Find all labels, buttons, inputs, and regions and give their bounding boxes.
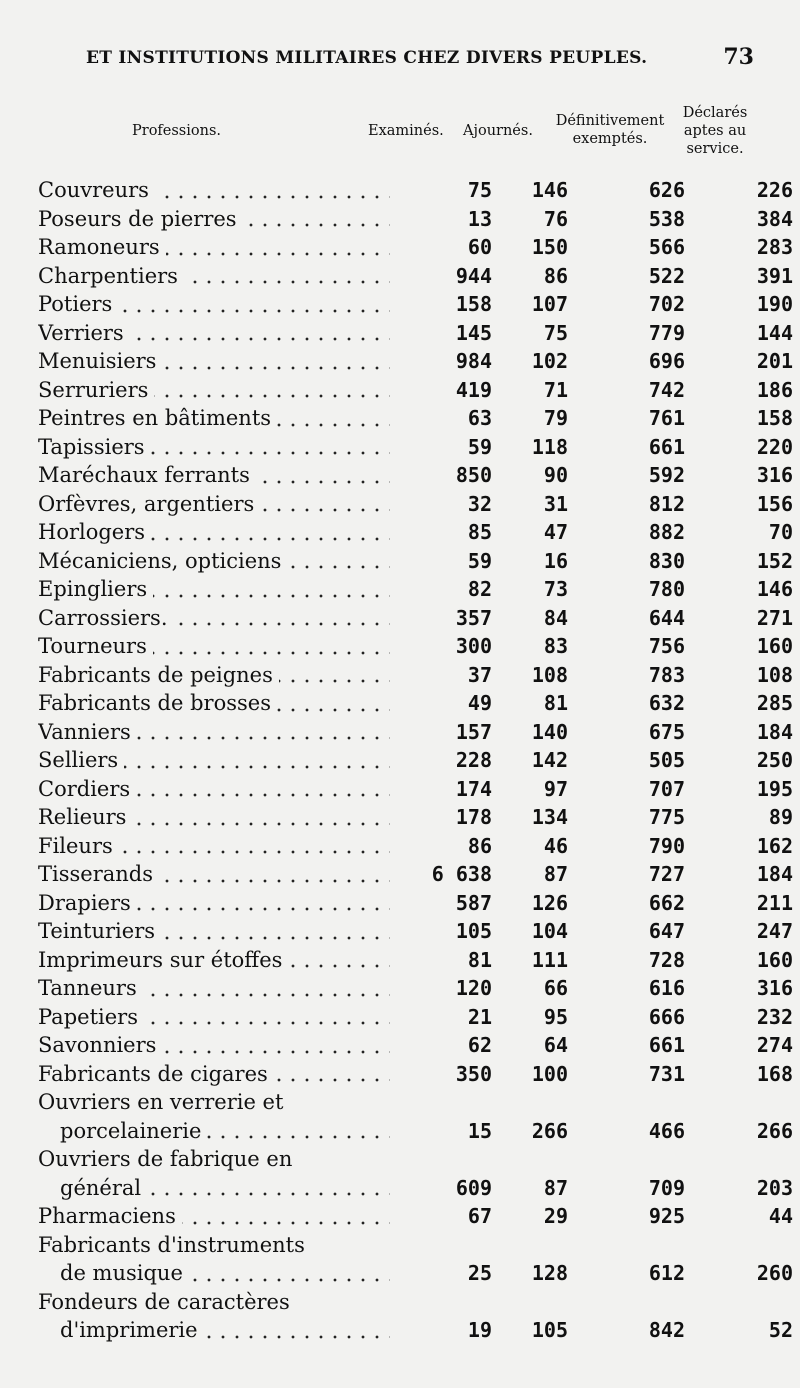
profession-label: Mécaniciens, opticiens <box>38 549 287 573</box>
exemptes-value: 661 <box>648 434 685 459</box>
profession-label: Selliers <box>38 748 124 772</box>
exemptes-value: 842 <box>648 1318 685 1342</box>
ajournes-value: 81 <box>543 691 568 715</box>
col-header-ajournes: Ajournés. <box>463 123 533 139</box>
aptes-value: 316 <box>756 463 793 487</box>
profession-label-line1: Fabricants d'instruments <box>38 1231 390 1260</box>
aptes-value: 190 <box>756 292 793 316</box>
ajournes-value: 66 <box>543 976 568 1000</box>
aptes-value: 285 <box>756 691 793 715</box>
profession-cell <box>38 718 390 747</box>
profession-cell <box>38 547 390 576</box>
table-row <box>38 946 793 975</box>
examines-value: 86 <box>467 833 492 858</box>
exemptes-value: 728 <box>648 947 685 972</box>
ajournes-value: 104 <box>531 919 568 943</box>
profession-cell <box>38 1060 390 1089</box>
profession-cell <box>38 290 390 319</box>
profession-label: Verriers <box>38 321 130 345</box>
profession-cell <box>38 775 390 804</box>
exemptes-value: 632 <box>648 691 685 715</box>
profession-label-line2: général <box>38 1174 147 1203</box>
profession-cell <box>38 404 390 433</box>
statistics-table <box>38 176 793 1345</box>
aptes-value: 184 <box>756 719 793 744</box>
aptes-value: 144 <box>756 320 793 345</box>
profession-cell <box>38 1031 390 1060</box>
exemptes-value: 626 <box>648 178 685 202</box>
profession-label: Drapiers <box>38 891 137 915</box>
table-row <box>38 233 793 262</box>
examines-value: 350 <box>455 1061 492 1086</box>
aptes-value: 44 <box>768 1204 793 1228</box>
profession-label: Ramoneurs <box>38 235 166 259</box>
examines-value: 357 <box>455 605 492 630</box>
ajournes-value: 90 <box>543 463 568 487</box>
examines-value: 59 <box>467 548 492 573</box>
profession-cell <box>38 803 390 832</box>
aptes-value: 89 <box>768 805 793 829</box>
ajournes-value: 128 <box>531 1261 568 1285</box>
profession-label: Carrossiers. <box>38 606 174 630</box>
profession-cell <box>38 262 390 291</box>
aptes-value: 168 <box>756 1061 793 1086</box>
table-row <box>38 176 793 205</box>
aptes-value: 156 <box>756 491 793 516</box>
aptes-value: 274 <box>756 1033 793 1057</box>
aptes-value: 260 <box>756 1261 793 1285</box>
aptes-value: 283 <box>756 235 793 259</box>
ajournes-value: 76 <box>543 206 568 231</box>
ajournes-value: 146 <box>531 178 568 202</box>
aptes-value: 220 <box>756 434 793 459</box>
profession-cell <box>38 917 390 946</box>
ajournes-value: 79 <box>543 406 568 430</box>
table-row <box>38 575 793 604</box>
profession-label: Poseurs de pierres <box>38 207 243 231</box>
examines-value: 944 <box>455 263 492 288</box>
exemptes-value: 830 <box>648 548 685 573</box>
aptes-value: 271 <box>756 605 793 630</box>
exemptes-value: 644 <box>648 605 685 630</box>
table-row <box>38 1031 793 1060</box>
ajournes-value: 97 <box>543 776 568 801</box>
aptes-value: 232 <box>756 1004 793 1029</box>
ajournes-value: 107 <box>531 292 568 316</box>
examines-value: 82 <box>467 577 492 601</box>
table-row <box>38 547 793 576</box>
profession-label-line1: Fondeurs de caractères <box>38 1288 390 1317</box>
ajournes-value: 47 <box>543 520 568 544</box>
exemptes-value: 661 <box>648 1033 685 1057</box>
profession-label: Cordiers <box>38 777 136 801</box>
table-row <box>38 1003 793 1032</box>
ajournes-value: 150 <box>531 235 568 259</box>
table-row <box>38 889 793 918</box>
examines-value: 609 <box>455 1175 492 1200</box>
profession-label: Maréchaux ferrants <box>38 463 256 487</box>
profession-label: Vanniers <box>38 720 137 744</box>
table-row <box>38 1145 793 1202</box>
exemptes-value: 616 <box>648 976 685 1000</box>
col-header-definitivement-exemptes: Définitivement exemptés. <box>555 113 665 147</box>
profession-cell <box>38 946 390 975</box>
examines-value: 32 <box>467 491 492 516</box>
profession-label: Relieurs <box>38 805 132 829</box>
exemptes-value: 812 <box>648 491 685 516</box>
aptes-value: 266 <box>756 1118 793 1143</box>
profession-label-line2: d'imprimerie <box>38 1316 204 1345</box>
aptes-value: 184 <box>756 862 793 886</box>
table-row <box>38 404 793 433</box>
aptes-value: 146 <box>756 577 793 601</box>
profession-label-line2: porcelainerie <box>38 1117 207 1146</box>
exemptes-value: 675 <box>648 719 685 744</box>
examines-value: 228 <box>455 748 492 772</box>
table-row <box>38 490 793 519</box>
profession-cell <box>38 661 390 690</box>
table-row <box>38 1060 793 1089</box>
examines-value: 850 <box>455 463 492 487</box>
profession-label: Fabricants de peignes <box>38 663 279 687</box>
profession-label: Couvreurs <box>38 178 155 202</box>
profession-label: Teinturiers <box>38 919 161 943</box>
ajournes-value: 29 <box>543 1204 568 1228</box>
ajournes-value: 16 <box>543 548 568 573</box>
ajournes-value: 87 <box>543 1175 568 1200</box>
table-row <box>38 1288 793 1345</box>
table-row <box>38 1088 793 1145</box>
profession-label: Imprimeurs sur étoffes <box>38 948 288 972</box>
table-row <box>38 461 793 490</box>
examines-value: 25 <box>467 1261 492 1285</box>
profession-label: Tapissiers <box>38 435 151 459</box>
aptes-value: 70 <box>768 520 793 544</box>
table-row <box>38 718 793 747</box>
ajournes-value: 31 <box>543 491 568 516</box>
exemptes-value: 662 <box>648 890 685 915</box>
ajournes-value: 73 <box>543 577 568 601</box>
profession-cell <box>38 1003 390 1032</box>
exemptes-value: 790 <box>648 833 685 858</box>
aptes-value: 211 <box>756 890 793 915</box>
ajournes-value: 108 <box>531 662 568 687</box>
aptes-value: 160 <box>756 634 793 658</box>
exemptes-value: 522 <box>648 263 685 288</box>
examines-value: 15 <box>467 1118 492 1143</box>
table-row <box>38 832 793 861</box>
ajournes-value: 100 <box>531 1061 568 1086</box>
exemptes-value: 466 <box>648 1118 685 1143</box>
exemptes-value: 783 <box>648 662 685 687</box>
profession-cell <box>38 974 390 1003</box>
table-row <box>38 376 793 405</box>
examines-value: 120 <box>455 976 492 1000</box>
table-row <box>38 347 793 376</box>
profession-cell <box>38 347 390 376</box>
aptes-value: 316 <box>756 976 793 1000</box>
profession-cell <box>38 490 390 519</box>
aptes-value: 391 <box>756 263 793 288</box>
profession-label: Charpentiers <box>38 264 184 288</box>
exemptes-value: 756 <box>648 634 685 658</box>
profession-cell <box>38 205 390 234</box>
examines-value: 419 <box>455 377 492 402</box>
examines-value: 67 <box>467 1204 492 1228</box>
examines-value: 63 <box>467 406 492 430</box>
table-row <box>38 974 793 1003</box>
ajournes-value: 75 <box>543 320 568 345</box>
profession-cell <box>38 632 390 661</box>
ajournes-value: 83 <box>543 634 568 658</box>
exemptes-value: 566 <box>648 235 685 259</box>
exemptes-value: 647 <box>648 919 685 943</box>
table-row <box>38 319 793 348</box>
examines-value: 145 <box>455 320 492 345</box>
profession-cell <box>38 233 390 262</box>
exemptes-value: 761 <box>648 406 685 430</box>
table-row <box>38 518 793 547</box>
table-row <box>38 689 793 718</box>
running-head: ET INSTITUTIONS MILITAIRES CHEZ DIVERS PEUPLES. <box>86 48 648 68</box>
examines-value: 85 <box>467 520 492 544</box>
table-row <box>38 433 793 462</box>
aptes-value: 108 <box>756 662 793 687</box>
examines-value: 178 <box>455 805 492 829</box>
aptes-value: 384 <box>756 206 793 231</box>
exemptes-value: 882 <box>648 520 685 544</box>
table-row <box>38 746 793 775</box>
profession-cell <box>38 860 390 889</box>
profession-label: Fabricants de cigares <box>38 1062 274 1086</box>
aptes-value: 201 <box>756 349 793 373</box>
col-header-examines: Examinés. <box>368 123 444 139</box>
examines-value: 158 <box>455 292 492 316</box>
profession-cell <box>38 1145 390 1202</box>
aptes-value: 226 <box>756 178 793 202</box>
profession-cell <box>38 746 390 775</box>
col-header-professions: Professions. <box>132 123 222 139</box>
exemptes-value: 727 <box>648 862 685 886</box>
exemptes-value: 709 <box>648 1175 685 1200</box>
ajournes-value: 46 <box>543 833 568 858</box>
aptes-value: 186 <box>756 377 793 402</box>
profession-label: Serruriers <box>38 378 154 402</box>
profession-cell <box>38 832 390 861</box>
exemptes-value: 742 <box>648 377 685 402</box>
aptes-value: 203 <box>756 1175 793 1200</box>
table-row <box>38 290 793 319</box>
exemptes-value: 707 <box>648 776 685 801</box>
examines-value: 587 <box>455 890 492 915</box>
aptes-value: 160 <box>756 947 793 972</box>
exemptes-value: 702 <box>648 292 685 316</box>
exemptes-value: 775 <box>648 805 685 829</box>
profession-cell <box>38 433 390 462</box>
profession-cell <box>38 689 390 718</box>
profession-cell <box>38 461 390 490</box>
profession-label-line2: de musique <box>38 1259 189 1288</box>
exemptes-value: 505 <box>648 748 685 772</box>
table-row <box>38 775 793 804</box>
exemptes-value: 612 <box>648 1261 685 1285</box>
profession-label: Epingliers <box>38 577 153 601</box>
examines-value: 105 <box>455 919 492 943</box>
ajournes-value: 111 <box>531 947 568 972</box>
exemptes-value: 538 <box>648 206 685 231</box>
profession-cell <box>38 604 390 633</box>
table-row <box>38 205 793 234</box>
exemptes-value: 666 <box>648 1004 685 1029</box>
profession-cell <box>38 889 390 918</box>
examines-value: 60 <box>467 235 492 259</box>
aptes-value: 250 <box>756 748 793 772</box>
ajournes-value: 134 <box>531 805 568 829</box>
profession-label: Potiers <box>38 292 118 316</box>
exemptes-value: 779 <box>648 320 685 345</box>
ajournes-value: 87 <box>543 862 568 886</box>
profession-label: Fabricants de brosses <box>38 691 277 715</box>
exemptes-value: 696 <box>648 349 685 373</box>
exemptes-value: 592 <box>648 463 685 487</box>
profession-label-line1: Ouvriers en verrerie et <box>38 1088 390 1117</box>
examines-value: 37 <box>467 662 492 687</box>
page-number: 73 <box>723 44 754 70</box>
ajournes-value: 140 <box>531 719 568 744</box>
profession-cell <box>38 1231 390 1288</box>
ajournes-value: 71 <box>543 377 568 402</box>
aptes-value: 158 <box>756 406 793 430</box>
examines-value: 174 <box>455 776 492 801</box>
column-headers <box>0 104 800 170</box>
ajournes-value: 126 <box>531 890 568 915</box>
profession-label: Papetiers <box>38 1005 144 1029</box>
ajournes-value: 95 <box>543 1004 568 1029</box>
profession-label: Orfèvres, argentiers <box>38 492 260 516</box>
table-body <box>38 176 793 1345</box>
table-row <box>38 1202 793 1231</box>
examines-value: 300 <box>455 634 492 658</box>
aptes-value: 195 <box>756 776 793 801</box>
table-row <box>38 604 793 633</box>
table-row <box>38 803 793 832</box>
table-row <box>38 661 793 690</box>
examines-value: 62 <box>467 1033 492 1057</box>
aptes-value: 162 <box>756 833 793 858</box>
ajournes-value: 142 <box>531 748 568 772</box>
examines-value: 59 <box>467 434 492 459</box>
examines-value: 81 <box>467 947 492 972</box>
ajournes-value: 118 <box>531 434 568 459</box>
profession-cell <box>38 176 390 205</box>
profession-cell <box>38 518 390 547</box>
profession-label: Pharmaciens <box>38 1204 182 1228</box>
aptes-value: 247 <box>756 919 793 943</box>
examines-value: 157 <box>455 719 492 744</box>
examines-value: 984 <box>455 349 492 373</box>
profession-label: Savonniers <box>38 1033 162 1057</box>
profession-label: Menuisiers <box>38 349 162 373</box>
examines-value: 75 <box>467 178 492 202</box>
table-row <box>38 632 793 661</box>
profession-cell <box>38 319 390 348</box>
ajournes-value: 105 <box>531 1318 568 1342</box>
profession-cell <box>38 1088 390 1145</box>
ajournes-value: 64 <box>543 1033 568 1057</box>
ajournes-value: 86 <box>543 263 568 288</box>
profession-cell <box>38 376 390 405</box>
ajournes-value: 84 <box>543 605 568 630</box>
exemptes-value: 780 <box>648 577 685 601</box>
ajournes-value: 102 <box>531 349 568 373</box>
table-row <box>38 917 793 946</box>
profession-cell <box>38 575 390 604</box>
ajournes-value: 266 <box>531 1118 568 1143</box>
profession-cell <box>38 1288 390 1345</box>
aptes-value: 152 <box>756 548 793 573</box>
examines-value: 6 638 <box>431 862 492 886</box>
aptes-value: 52 <box>768 1318 793 1342</box>
profession-cell <box>38 1202 390 1231</box>
profession-label-line1: Ouvriers de fabrique en <box>38 1145 390 1174</box>
profession-label: Tanneurs <box>38 976 143 1000</box>
examines-value: 21 <box>467 1004 492 1029</box>
profession-label: Horlogers <box>38 520 151 544</box>
profession-label: Tourneurs <box>38 634 153 658</box>
profession-label: Tisserands <box>38 862 159 886</box>
profession-label: Peintres en bâtiments <box>38 406 277 430</box>
table-row <box>38 1231 793 1288</box>
table-row <box>38 262 793 291</box>
profession-label: Fileurs <box>38 834 119 858</box>
exemptes-value: 731 <box>648 1061 685 1086</box>
col-header-declares-aptes: Déclarés aptes au service. <box>682 105 748 157</box>
page-header <box>86 44 766 74</box>
examines-value: 19 <box>467 1318 492 1342</box>
examines-value: 13 <box>467 206 492 231</box>
exemptes-value: 925 <box>648 1204 685 1228</box>
examines-value: 49 <box>467 691 492 715</box>
table-row <box>38 860 793 889</box>
